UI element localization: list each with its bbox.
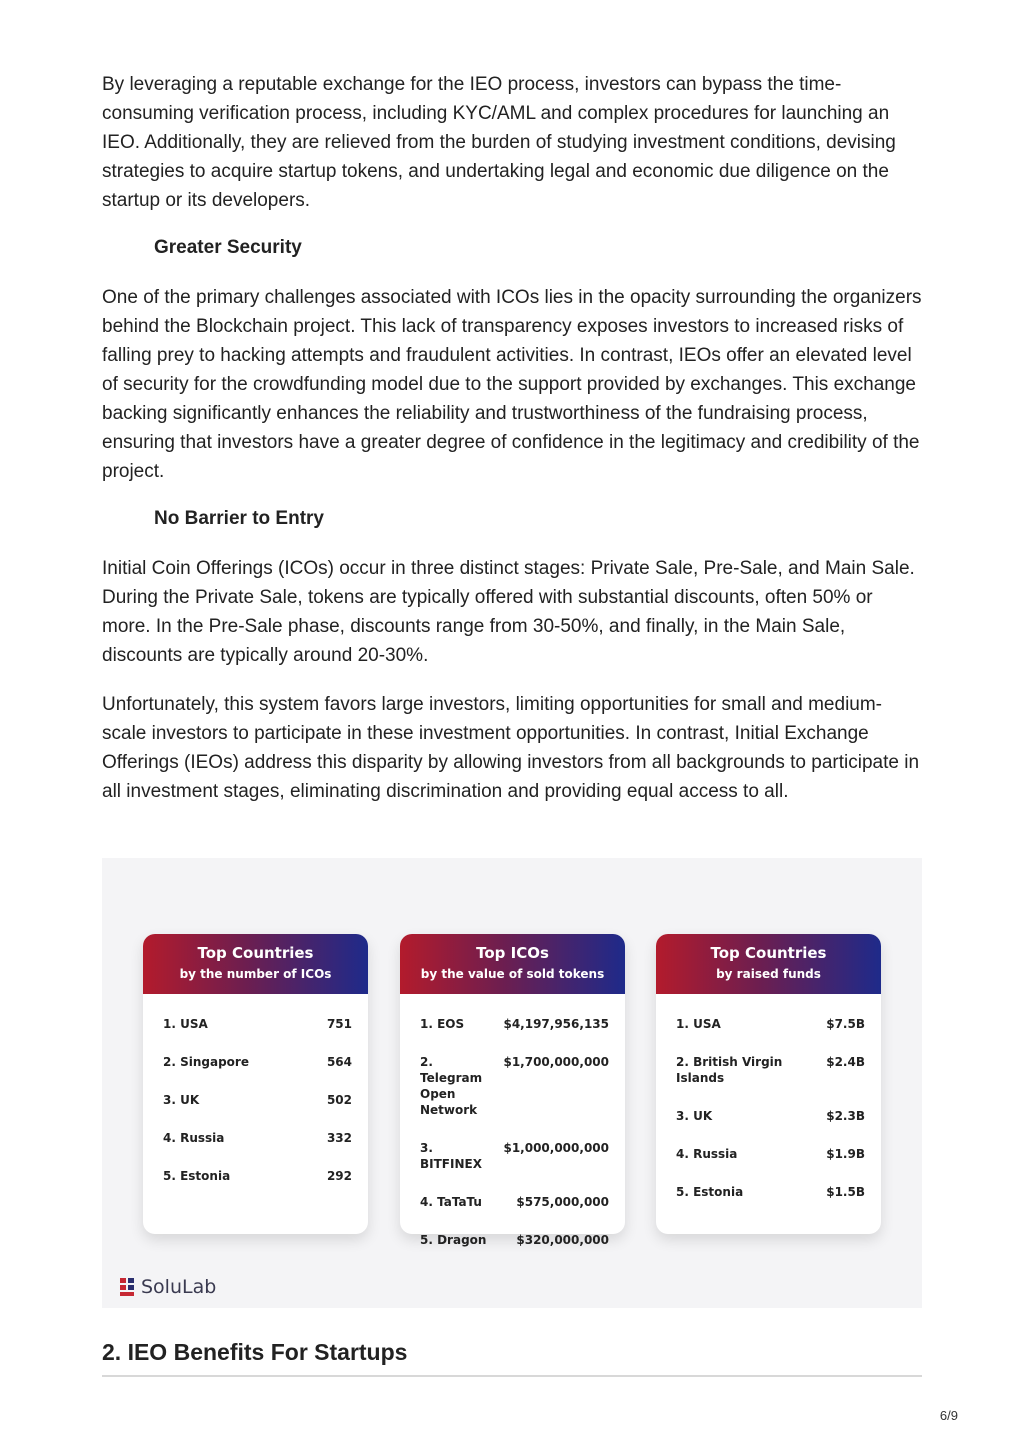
item-name: 5. Estonia <box>163 1169 231 1183</box>
list-item <box>163 1016 352 1032</box>
card-subtitle: by the number of ICOs <box>179 967 332 981</box>
item-value: $1,000,000,000 <box>503 1141 609 1155</box>
list-item <box>420 1194 609 1210</box>
item-value: $575,000,000 <box>516 1195 609 1209</box>
logo-text: SoluLab <box>141 1276 217 1298</box>
item-name: 2. Telegram Open Network <box>420 1055 483 1117</box>
card-rows <box>656 994 881 1200</box>
item-name: 4. Russia <box>163 1131 225 1145</box>
item-name: 1. USA <box>163 1017 208 1031</box>
item-value: $1.9B <box>826 1147 865 1161</box>
paragraph: Unfortunately, this system favors large investors, limiting opportunities for small and medium-scale investors to participate in these investment opportunities. In contrast, Initial Exchange Offerings (IEOs) address this disparity by allowing investors from all backgrounds to participate in all investment stages, eliminating discrimination and providing equal access to all. <box>102 694 920 802</box>
item-value: $7.5B <box>826 1017 865 1031</box>
item-name: 4. TaTaTu <box>420 1195 482 1209</box>
article-body <box>102 70 922 826</box>
item-value: 502 <box>326 1093 352 1107</box>
paragraph: Initial Coin Offerings (ICOs) occur in three distinct stages: Private Sale, Pre-Sale, and Main Sale. During the Private Sale, tokens are typically offered with substantial discounts, often 50% or more. In the Pre-Sale phase, discounts range from 30-50%, and finally, in the Main Sale, discounts are typically around 20-30%. <box>102 558 915 666</box>
item-name: 2. British Virgin Islands <box>676 1055 783 1085</box>
list-item <box>676 1016 865 1032</box>
page-number: 6/9 <box>939 1408 958 1423</box>
card-top-countries-by-funds <box>656 934 881 1234</box>
item-value: 292 <box>326 1169 352 1183</box>
card-subtitle: by raised funds <box>716 967 821 981</box>
card-subtitle: by the value of sold tokens <box>420 967 605 981</box>
solulab-logo-icon <box>120 1278 135 1296</box>
item-value: $2.3B <box>826 1109 865 1123</box>
list-item <box>163 1168 352 1184</box>
card-title: Top Countries <box>710 944 827 962</box>
list-item <box>420 1016 609 1032</box>
list-item <box>420 1140 609 1172</box>
item-value: 751 <box>326 1017 352 1031</box>
card-title: Top ICOs <box>476 944 549 962</box>
card-header <box>143 934 368 994</box>
list-item <box>676 1184 865 1200</box>
list-item <box>676 1054 865 1086</box>
solulab-logo <box>120 1276 216 1298</box>
card-top-countries-by-icos <box>143 934 368 1234</box>
item-value: $1.5B <box>826 1185 865 1199</box>
infographic-figure <box>102 858 922 1308</box>
item-value: 332 <box>326 1131 352 1145</box>
list-item <box>420 1054 609 1118</box>
item-name: 2. Singapore <box>163 1055 249 1069</box>
item-name: 5. Dragon <box>420 1233 487 1247</box>
card-title: Top Countries <box>197 944 314 962</box>
item-value: 564 <box>326 1055 352 1069</box>
section-title: 2. IEO Benefits For Startups <box>102 1339 408 1365</box>
card-rows <box>143 994 368 1184</box>
item-value: $1,700,000,000 <box>503 1055 609 1069</box>
item-value: $4,197,956,135 <box>503 1017 609 1031</box>
list-item <box>676 1108 865 1124</box>
item-name: 1. EOS <box>420 1017 465 1031</box>
list-item <box>163 1092 352 1108</box>
card-top-icos-by-value <box>400 934 625 1247</box>
list-item <box>163 1130 352 1146</box>
item-name: 1. USA <box>676 1017 721 1031</box>
list-item <box>676 1146 865 1162</box>
item-value: $320,000,000 <box>516 1233 609 1247</box>
paragraph: By leveraging a reputable exchange for the IEO process, investors can bypass the time-consuming verification process, including KYC/AML and complex procedures for launching an IEO. Additionally, they are relieved from the burden of studying investment conditions, devising strategies to acquire startup tokens, and undertaking legal and economic due diligence on the startup or its developers. <box>102 74 896 211</box>
card-header <box>400 934 625 994</box>
list-item <box>163 1054 352 1070</box>
item-value: $2.4B <box>826 1055 865 1069</box>
card-header <box>656 934 881 994</box>
list-item <box>420 1232 609 1248</box>
item-name: 3. UK <box>163 1093 200 1107</box>
card-rows <box>400 994 625 1248</box>
item-name: 3. UK <box>676 1109 713 1123</box>
item-name: 5. Estonia <box>676 1185 744 1199</box>
subheading-no-barrier: No Barrier to Entry <box>154 508 324 529</box>
item-name: 4. Russia <box>676 1147 738 1161</box>
subheading-greater-security: Greater Security <box>154 237 302 258</box>
divider <box>102 1375 922 1377</box>
paragraph: One of the primary challenges associated with ICOs lies in the opacity surrounding the organizers behind the Blockchain project. This lack of transparency exposes investors to increased risks of falling prey to hacking attempts and fraudulent activities. In contrast, IEOs offer an elevated level of security for the crowdfunding model due to the support provided by exchanges. This exchange backing significantly enhances the reliability and trustworthiness of the fundraising process, ensuring that investors have a greater degree of confidence in the legitimacy and credibility of the project. <box>102 287 922 482</box>
item-name: 3. BITFINEX <box>420 1141 482 1171</box>
